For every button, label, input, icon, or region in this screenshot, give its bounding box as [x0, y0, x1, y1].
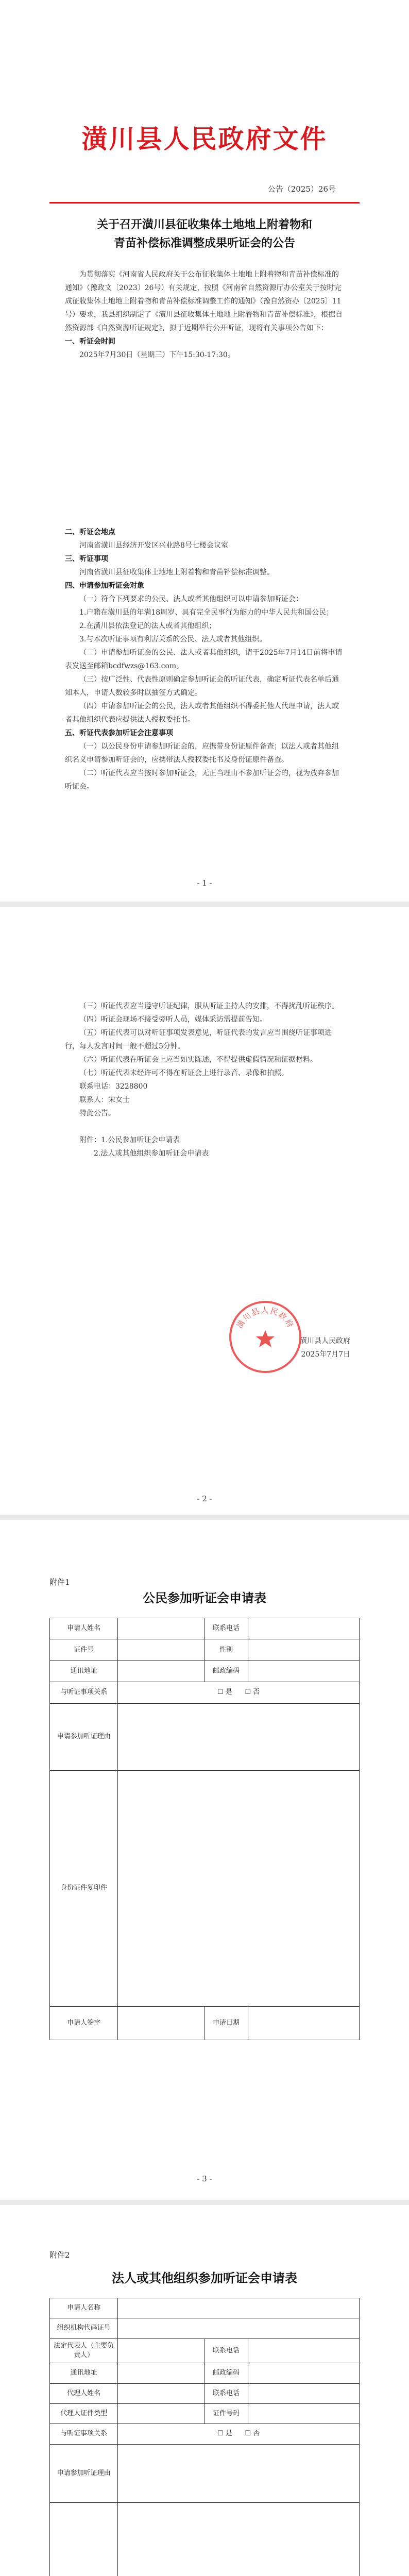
page-1 [0, 0, 409, 902]
section-1-title: 一、听证会时间 [65, 337, 115, 346]
title-line-1: 关于召开潢川县征收集体土地地上附着物和 [96, 218, 312, 231]
org-zip-field[interactable] [248, 2363, 359, 2383]
contact-phone: 联系电话：3228800 [79, 1082, 148, 1091]
label-phone: 联系电话 [204, 1618, 248, 1639]
label-org-address: 通讯地址 [50, 2363, 118, 2383]
page-3 [0, 1520, 409, 2200]
signing-date: 2025年7月7日 [301, 1350, 350, 1359]
delegate-id-type-field[interactable] [118, 2403, 204, 2424]
official-seal-icon [227, 1298, 304, 1376]
org-doc-copy-area[interactable] [118, 2503, 360, 2576]
section-2-body: 河南省潢川县经济开发区兴业路8号七楼会议室 [79, 541, 228, 550]
section-4-title: 四、申请参加听证会对象 [65, 582, 144, 590]
legal-rep-field[interactable] [118, 2338, 204, 2363]
signing-organization: 潢川县人民政府 [300, 1337, 350, 1345]
id-copy-area[interactable] [118, 1771, 360, 2006]
section-5-para-3: （三）听证代表应当遵守听证纪律，服从听证主持人的安排，不得扰乱听证秩序。 [79, 1002, 339, 1010]
page-number: - 2 - [197, 1494, 212, 1503]
organization-application-form [49, 2298, 360, 2576]
section-5-title: 五、听证代表参加听证会注意事项 [65, 729, 173, 737]
section-2-title: 二、听证会地点 [65, 528, 115, 536]
notice-body-part2 [65, 526, 343, 793]
label-org-name: 申请人名称 [50, 2298, 118, 2318]
attachments-label: 附件： [79, 1136, 101, 1144]
section-5-para-2: （二）听证代表应当按时参加听证会，无正当理由不参加听证会的，视为放弃参加听证会。 [65, 769, 339, 791]
label-zip: 邮政编码 [204, 1660, 248, 1682]
label-org-zip: 邮政编码 [204, 2363, 248, 2383]
org-phone-field[interactable] [248, 2338, 359, 2363]
section-4-para-5: （二）申请参加听证会的公民、法人或者其他组织，请于2025年7月14日前将申请表发送至邮箱bcdfwzs@163.com。 [65, 649, 343, 670]
page-number: - 3 - [197, 2174, 212, 2183]
label-org-doc-copy [50, 2503, 118, 2576]
label-reason: 申请参加听证理由 [50, 1703, 118, 1771]
label-credit-code: 组织机构代码证号 [50, 2318, 118, 2338]
label-delegate-id-type: 代理人证件类型 [50, 2403, 118, 2424]
seal-text: 潢川县人民政府 [234, 1306, 296, 1330]
section-4-para-6: （三）按广泛性、代表性原则确定参加听证会的听证代表，确定听证代表名单后通知本人，申请人数较多时以抽签方式确定。 [65, 675, 339, 697]
section-4-para-4: 3.与本次听证事项有利害关系的公民、法人或者其他组织。 [79, 635, 267, 643]
gender-field[interactable] [248, 1639, 359, 1660]
label-relation: 与听证事项关系 [50, 1682, 118, 1703]
contact-person: 联系人：宋女士 [79, 1096, 130, 1104]
label-signature: 申请人签字 [50, 2006, 118, 2040]
section-5-para-5: （五）听证代表可以对听证事项发表意见，听证代表的发言应当围绕听证事项进行，每人发言时间一般不超过5分钟。 [65, 1029, 332, 1050]
notice-body-part3 [65, 999, 343, 1160]
org-reason-field[interactable] [118, 2444, 360, 2503]
closing-line: 特此公告。 [79, 1109, 115, 1117]
org-name-field[interactable] [118, 2298, 360, 2318]
zip-field[interactable] [248, 1660, 359, 1682]
option-yes[interactable]: ☐ 是 [217, 1688, 232, 1697]
section-4-para-7: （四）申请参加听证会的公民，法人或者其他组织不得委托他人代理申请，法人或者其他组织代表应提供法人授权委托书。 [65, 702, 339, 724]
document-number: 公告（2025）26号 [267, 184, 336, 194]
page-4 [0, 2205, 409, 2576]
label-applicant-name: 申请人姓名 [50, 1618, 118, 1639]
org-option-yes-label: 是 [225, 2430, 232, 2438]
label-address: 通讯地址 [50, 1660, 118, 1682]
section-5-para-7: （七）听证代表未经许可不得在听证会上进行录音、录像和拍照。 [79, 1069, 288, 1077]
label-org-reason: 申请参加听证理由 [50, 2444, 118, 2503]
option-no-label: 否 [253, 1688, 260, 1697]
label-id-copy: 身份证件复印件 [50, 1771, 118, 2006]
page-number: - 1 - [197, 878, 212, 888]
id-number-field[interactable] [118, 1639, 204, 1660]
form-2-title: 法人或其他组织参加听证会申请表 [112, 2270, 297, 2285]
signature-field[interactable] [118, 2006, 204, 2040]
label-delegate-id-no: 证件号码 [204, 2403, 248, 2424]
notice-body-part1 [65, 268, 343, 362]
attachment-1: 1.公民参加听证会申请表 [101, 1136, 180, 1144]
delegate-field[interactable] [118, 2383, 204, 2403]
section-4-para-3: 2.在潢川县依法登记的法人或者其他组织； [79, 622, 216, 630]
label-delegate-phone: 联系电话 [204, 2383, 248, 2403]
document-title [0, 215, 409, 252]
delegate-phone-field[interactable] [248, 2383, 359, 2403]
page-2 [0, 907, 409, 1515]
attachment-2-label: 附件2 [49, 2250, 70, 2260]
org-option-no-label: 否 [253, 2430, 260, 2438]
applicant-name-field[interactable] [118, 1618, 204, 1639]
section-3-title: 三、听证事项 [65, 555, 108, 563]
reason-field[interactable] [118, 1703, 360, 1771]
attachments-list [65, 1133, 343, 1147]
section-5-para-6: （六）听证代表在听证会上应当如实陈述，不得提供虚假情况和证据材料。 [79, 1056, 317, 1064]
org-address-field[interactable] [118, 2363, 204, 2383]
section-4-para-2: 1.户籍在潢川县的年满18周岁、具有完全民事行为能力的中华人民共和国公民； [79, 608, 334, 617]
credit-code-field[interactable] [118, 2318, 360, 2338]
org-relation-options [118, 2424, 360, 2444]
section-5-para-4: （四）听证会现场不接受旁听人员，媒体采访需提前告知。 [79, 1015, 267, 1024]
attachment-2: 2.法人或其他组织参加听证会申请表 [94, 1149, 209, 1158]
address-field[interactable] [118, 1660, 204, 1682]
label-date: 申请日期 [204, 2006, 248, 2040]
red-divider [49, 202, 360, 204]
section-3-body: 河南省潢川县征收集体土地地上附着物和青苗补偿标准调整。 [79, 568, 274, 577]
label-id-number: 证件号 [50, 1639, 118, 1660]
label-delegate: 代理人姓名 [50, 2383, 118, 2403]
label-legal-rep: 法定代表人（主要负责人） [50, 2338, 118, 2363]
relation-options [118, 1682, 360, 1703]
citizen-application-form [49, 1618, 360, 2040]
section-1-body: 2025年7月30日（星期三）下午15:30-17:30。 [79, 351, 235, 359]
document-masthead: 潢川县人民政府文件 [81, 124, 328, 154]
attachment-1-label: 附件1 [49, 1578, 70, 1587]
option-no[interactable]: ☐ 否 [245, 1688, 260, 1697]
intro-paragraph: 为贯彻落实《河南省人民政府关于公布征收集体土地地上附着物和青苗补偿标准的通知》（豫政文〔2023〕26号）有关规定，按照《河南省自然资源厅办公室关于按时完成征收集体土地地上附着物和青苗补偿标准调整工作的通知》（豫自然资办〔2025〕11号）要求，我县组织制定了《潢川县征收集体土地地上附着物和青苗补偿标准》，根据自然资源部《自然资源听证规定》，拟于近期举行公开听证，现将有关事项公告如下： [65, 270, 343, 332]
section-5-para-1: （一）以公民身份申请参加听证会的，应携带身份证原件备查；以法人或者其他组织名义申请参加听证会的，应携带法人授权委托书及身份证原件备查。 [65, 742, 339, 764]
label-org-relation: 与听证事项关系 [50, 2424, 118, 2444]
option-yes-label: 是 [225, 1688, 232, 1697]
date-field[interactable] [248, 2006, 359, 2040]
section-4-para-1: （一）符合下列要求的公民、法人或者其他组织可以申请参加听证会： [79, 595, 303, 603]
phone-field[interactable] [248, 1618, 359, 1639]
org-option-no[interactable]: ☐ 否 [245, 2430, 260, 2438]
delegate-id-no-field[interactable] [248, 2403, 359, 2424]
org-option-yes[interactable]: ☐ 是 [217, 2430, 232, 2438]
title-line-2: 青苗补偿标准调整成果听证会的公告 [113, 236, 295, 250]
form-1-title: 公民参加听证会申请表 [143, 1590, 266, 1605]
label-org-phone: 联系电话 [204, 2338, 248, 2363]
label-gender: 性别 [204, 1639, 248, 1660]
